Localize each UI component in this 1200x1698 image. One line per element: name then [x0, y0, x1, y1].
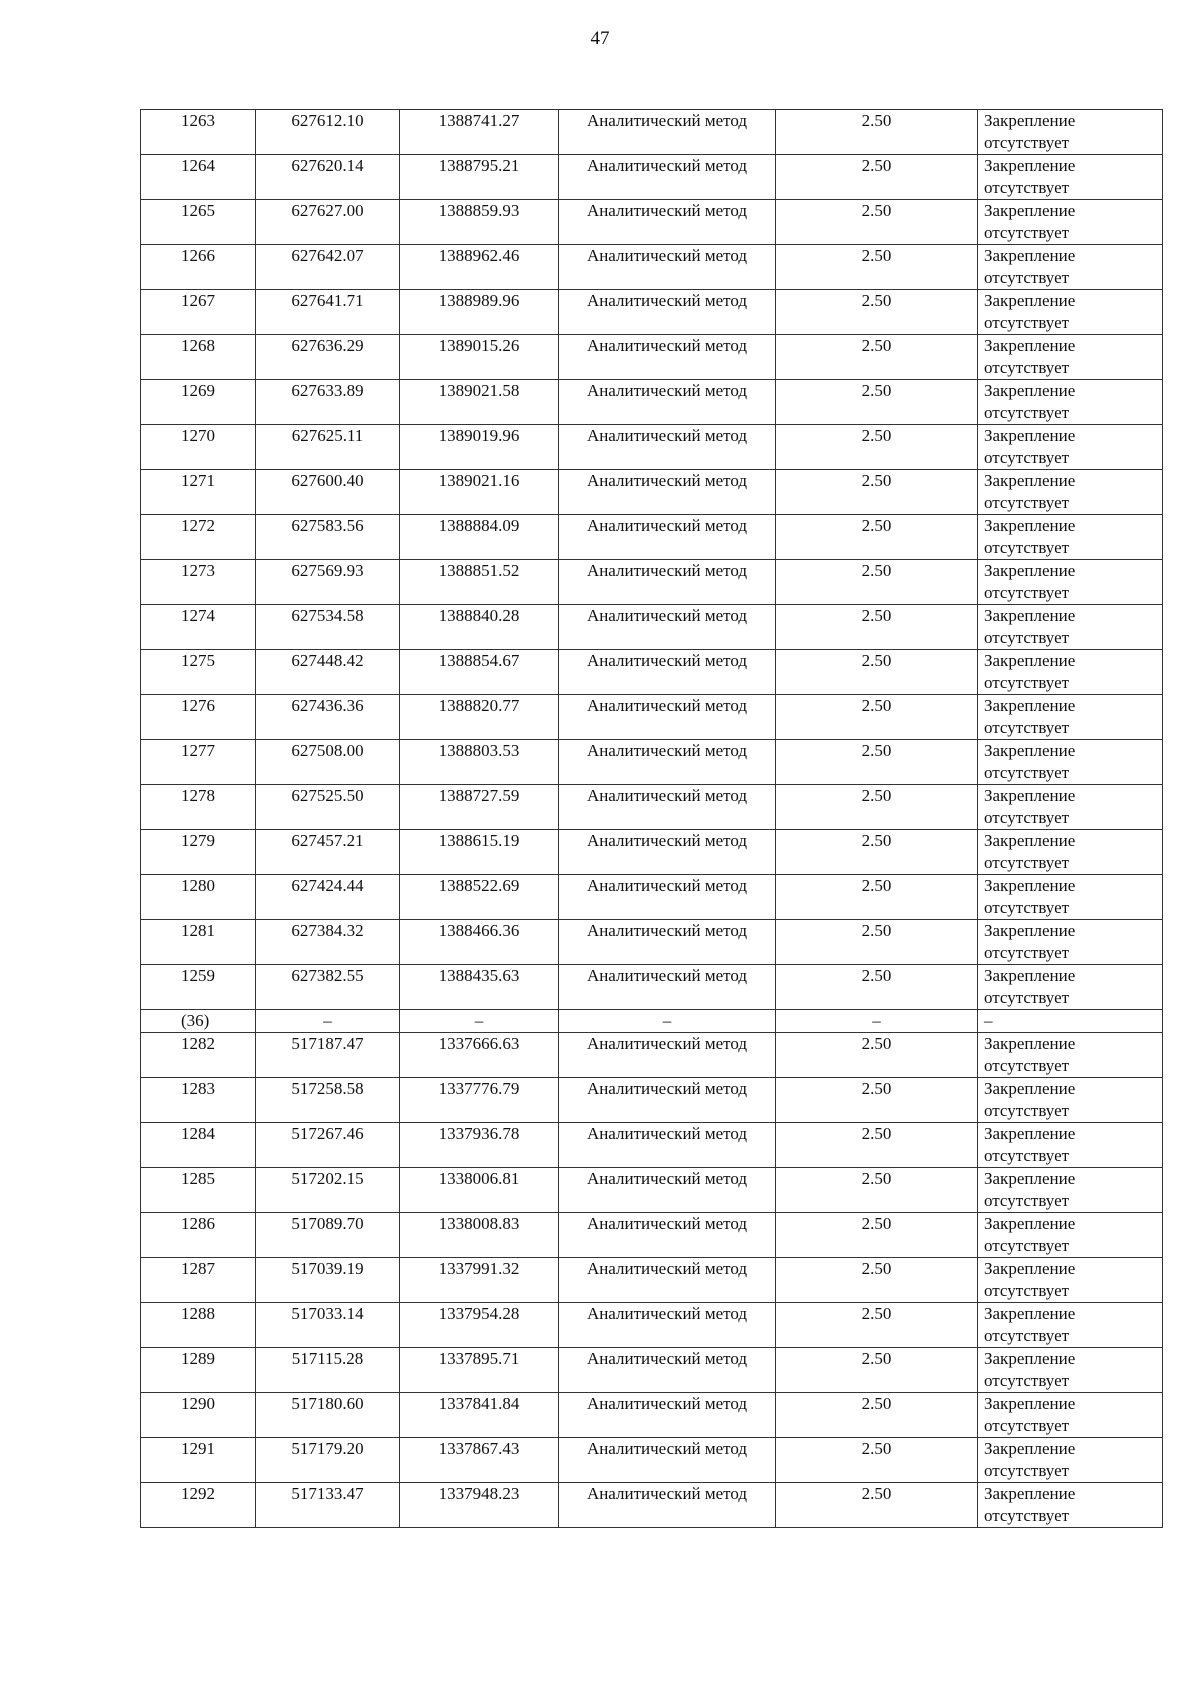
x-coordinate-cell: 627641.71: [256, 290, 400, 335]
error-cell: 2.50: [776, 470, 978, 515]
y-coordinate-cell: 1388727.59: [400, 785, 559, 830]
fixation-cell: Закрепление отсутствует: [978, 245, 1163, 290]
fixation-cell: Закрепление отсутствует: [978, 695, 1163, 740]
table-row: [141, 695, 1163, 740]
x-coordinate-cell: 517267.46: [256, 1123, 400, 1168]
point-number-cell: 1265: [141, 200, 256, 245]
error-cell: 2.50: [776, 785, 978, 830]
y-coordinate-cell: 1388820.77: [400, 695, 559, 740]
fixation-cell: Закрепление отсутствует: [978, 740, 1163, 785]
x-coordinate-cell: 627633.89: [256, 380, 400, 425]
error-cell: –: [776, 1010, 978, 1033]
point-number-cell: 1270: [141, 425, 256, 470]
table-row: [141, 1483, 1163, 1528]
method-cell: Аналитический метод: [559, 830, 776, 875]
fixation-cell: Закрепление отсутствует: [978, 920, 1163, 965]
x-coordinate-cell: 627424.44: [256, 875, 400, 920]
fixation-cell: Закрепление отсутствует: [978, 110, 1163, 155]
point-number-cell: 1273: [141, 560, 256, 605]
point-number-cell: 1264: [141, 155, 256, 200]
y-coordinate-cell: 1337841.84: [400, 1393, 559, 1438]
method-cell: Аналитический метод: [559, 245, 776, 290]
point-number-cell: 1283: [141, 1078, 256, 1123]
point-number-cell: 1277: [141, 740, 256, 785]
y-coordinate-cell: 1337895.71: [400, 1348, 559, 1393]
table-row: [141, 1078, 1163, 1123]
table-body: [141, 110, 1163, 1528]
error-cell: 2.50: [776, 380, 978, 425]
y-coordinate-cell: 1388466.36: [400, 920, 559, 965]
point-number-cell: 1263: [141, 110, 256, 155]
point-number-cell: 1287: [141, 1258, 256, 1303]
y-coordinate-cell: 1388795.21: [400, 155, 559, 200]
method-cell: Аналитический метод: [559, 650, 776, 695]
y-coordinate-cell: 1338008.83: [400, 1213, 559, 1258]
error-cell: 2.50: [776, 1393, 978, 1438]
table-row: [141, 1123, 1163, 1168]
error-cell: 2.50: [776, 245, 978, 290]
y-coordinate-cell: 1337991.32: [400, 1258, 559, 1303]
table-row: [141, 1303, 1163, 1348]
x-coordinate-cell: 517039.19: [256, 1258, 400, 1303]
method-cell: Аналитический метод: [559, 875, 776, 920]
point-number-cell: 1271: [141, 470, 256, 515]
table-row: [141, 560, 1163, 605]
error-cell: 2.50: [776, 200, 978, 245]
y-coordinate-cell: 1337776.79: [400, 1078, 559, 1123]
error-cell: 2.50: [776, 605, 978, 650]
table-row: [141, 1393, 1163, 1438]
x-coordinate-cell: 627508.00: [256, 740, 400, 785]
y-coordinate-cell: 1388435.63: [400, 965, 559, 1010]
error-cell: 2.50: [776, 335, 978, 380]
y-coordinate-cell: 1389019.96: [400, 425, 559, 470]
method-cell: Аналитический метод: [559, 110, 776, 155]
table-row: [141, 830, 1163, 875]
x-coordinate-cell: 627436.36: [256, 695, 400, 740]
fixation-cell: Закрепление отсутствует: [978, 875, 1163, 920]
error-cell: 2.50: [776, 740, 978, 785]
x-coordinate-cell: 517089.70: [256, 1213, 400, 1258]
y-coordinate-cell: 1389015.26: [400, 335, 559, 380]
point-number-cell: 1267: [141, 290, 256, 335]
table-row: [141, 965, 1163, 1010]
fixation-cell: Закрепление отсутствует: [978, 785, 1163, 830]
table-row: [141, 1213, 1163, 1258]
method-cell: Аналитический метод: [559, 200, 776, 245]
y-coordinate-cell: 1389021.16: [400, 470, 559, 515]
x-coordinate-cell: 627625.11: [256, 425, 400, 470]
x-coordinate-cell: 517033.14: [256, 1303, 400, 1348]
error-cell: 2.50: [776, 920, 978, 965]
x-coordinate-cell: 627534.58: [256, 605, 400, 650]
error-cell: 2.50: [776, 1348, 978, 1393]
table-row: [141, 1348, 1163, 1393]
error-cell: 2.50: [776, 1258, 978, 1303]
x-coordinate-cell: 517258.58: [256, 1078, 400, 1123]
fixation-cell: Закрепление отсутствует: [978, 380, 1163, 425]
point-number-cell: 1288: [141, 1303, 256, 1348]
fixation-cell: Закрепление отсутствует: [978, 1393, 1163, 1438]
x-coordinate-cell: 627569.93: [256, 560, 400, 605]
method-cell: Аналитический метод: [559, 560, 776, 605]
error-cell: 2.50: [776, 1033, 978, 1078]
table-row: [141, 1168, 1163, 1213]
error-cell: 2.50: [776, 425, 978, 470]
table-row: [141, 1033, 1163, 1078]
x-coordinate-cell: –: [256, 1010, 400, 1033]
fixation-cell: Закрепление отсутствует: [978, 965, 1163, 1010]
y-coordinate-cell: 1388615.19: [400, 830, 559, 875]
table-row: [141, 290, 1163, 335]
error-cell: 2.50: [776, 1078, 978, 1123]
x-coordinate-cell: 627636.29: [256, 335, 400, 380]
x-coordinate-cell: 517115.28: [256, 1348, 400, 1393]
method-cell: Аналитический метод: [559, 1483, 776, 1528]
method-cell: Аналитический метод: [559, 470, 776, 515]
point-number-cell: 1275: [141, 650, 256, 695]
fixation-cell: Закрепление отсутствует: [978, 1168, 1163, 1213]
y-coordinate-cell: –: [400, 1010, 559, 1033]
table-row: [141, 920, 1163, 965]
x-coordinate-cell: 517180.60: [256, 1393, 400, 1438]
point-number-cell: 1290: [141, 1393, 256, 1438]
y-coordinate-cell: 1388741.27: [400, 110, 559, 155]
method-cell: Аналитический метод: [559, 1348, 776, 1393]
table-row: [141, 1438, 1163, 1483]
method-cell: Аналитический метод: [559, 1168, 776, 1213]
x-coordinate-cell: 627612.10: [256, 110, 400, 155]
x-coordinate-cell: 627583.56: [256, 515, 400, 560]
point-number-cell: 1284: [141, 1123, 256, 1168]
x-coordinate-cell: 517133.47: [256, 1483, 400, 1528]
fixation-cell: Закрепление отсутствует: [978, 560, 1163, 605]
table-row: [141, 110, 1163, 155]
method-cell: Аналитический метод: [559, 1303, 776, 1348]
method-cell: Аналитический метод: [559, 695, 776, 740]
method-cell: Аналитический метод: [559, 1123, 776, 1168]
y-coordinate-cell: 1389021.58: [400, 380, 559, 425]
method-cell: Аналитический метод: [559, 965, 776, 1010]
point-number-cell: 1285: [141, 1168, 256, 1213]
point-number-cell: 1269: [141, 380, 256, 425]
error-cell: 2.50: [776, 515, 978, 560]
fixation-cell: Закрепление отсутствует: [978, 1303, 1163, 1348]
point-number-cell: 1278: [141, 785, 256, 830]
fixation-cell: Закрепление отсутствует: [978, 335, 1163, 380]
x-coordinate-cell: 627600.40: [256, 470, 400, 515]
fixation-cell: Закрепление отсутствует: [978, 1078, 1163, 1123]
method-cell: Аналитический метод: [559, 1078, 776, 1123]
point-number-cell: 1282: [141, 1033, 256, 1078]
table-row: [141, 1010, 1163, 1033]
error-cell: 2.50: [776, 1438, 978, 1483]
point-number-cell: 1281: [141, 920, 256, 965]
y-coordinate-cell: 1388840.28: [400, 605, 559, 650]
error-cell: 2.50: [776, 1483, 978, 1528]
error-cell: 2.50: [776, 875, 978, 920]
table-row: [141, 740, 1163, 785]
error-cell: 2.50: [776, 1123, 978, 1168]
y-coordinate-cell: 1388803.53: [400, 740, 559, 785]
method-cell: Аналитический метод: [559, 1438, 776, 1483]
table-row: [141, 650, 1163, 695]
table-row: [141, 155, 1163, 200]
error-cell: 2.50: [776, 1168, 978, 1213]
point-number-cell: (36): [141, 1010, 256, 1033]
table-row: [141, 200, 1163, 245]
table-row: [141, 785, 1163, 830]
error-cell: 2.50: [776, 560, 978, 605]
y-coordinate-cell: 1337867.43: [400, 1438, 559, 1483]
x-coordinate-cell: 627642.07: [256, 245, 400, 290]
table-row: [141, 875, 1163, 920]
table-row: [141, 425, 1163, 470]
fixation-cell: Закрепление отсутствует: [978, 1033, 1163, 1078]
coordinates-table: [140, 109, 1163, 1528]
fixation-cell: Закрепление отсутствует: [978, 155, 1163, 200]
fixation-cell: Закрепление отсутствует: [978, 425, 1163, 470]
point-number-cell: 1259: [141, 965, 256, 1010]
error-cell: 2.50: [776, 1303, 978, 1348]
method-cell: Аналитический метод: [559, 380, 776, 425]
y-coordinate-cell: 1337948.23: [400, 1483, 559, 1528]
fixation-cell: Закрепление отсутствует: [978, 515, 1163, 560]
table-row: [141, 380, 1163, 425]
y-coordinate-cell: 1388851.52: [400, 560, 559, 605]
fixation-cell: Закрепление отсутствует: [978, 1213, 1163, 1258]
point-number-cell: 1276: [141, 695, 256, 740]
fixation-cell: Закрепление отсутствует: [978, 830, 1163, 875]
y-coordinate-cell: 1388884.09: [400, 515, 559, 560]
error-cell: 2.50: [776, 110, 978, 155]
x-coordinate-cell: 627627.00: [256, 200, 400, 245]
y-coordinate-cell: 1337666.63: [400, 1033, 559, 1078]
table-row: [141, 335, 1163, 380]
fixation-cell: Закрепление отсутствует: [978, 290, 1163, 335]
table-row: [141, 245, 1163, 290]
point-number-cell: 1280: [141, 875, 256, 920]
y-coordinate-cell: 1388989.96: [400, 290, 559, 335]
table-row: [141, 1258, 1163, 1303]
fixation-cell: Закрепление отсутствует: [978, 1438, 1163, 1483]
fixation-cell: Закрепление отсутствует: [978, 1348, 1163, 1393]
table-row: [141, 605, 1163, 650]
y-coordinate-cell: 1337936.78: [400, 1123, 559, 1168]
point-number-cell: 1292: [141, 1483, 256, 1528]
method-cell: Аналитический метод: [559, 335, 776, 380]
x-coordinate-cell: 627382.55: [256, 965, 400, 1010]
method-cell: Аналитический метод: [559, 1393, 776, 1438]
error-cell: 2.50: [776, 965, 978, 1010]
method-cell: Аналитический метод: [559, 1258, 776, 1303]
y-coordinate-cell: 1388522.69: [400, 875, 559, 920]
fixation-cell: Закрепление отсутствует: [978, 650, 1163, 695]
point-number-cell: 1266: [141, 245, 256, 290]
point-number-cell: 1279: [141, 830, 256, 875]
fixation-cell: Закрепление отсутствует: [978, 470, 1163, 515]
method-cell: Аналитический метод: [559, 605, 776, 650]
method-cell: Аналитический метод: [559, 425, 776, 470]
method-cell: –: [559, 1010, 776, 1033]
point-number-cell: 1272: [141, 515, 256, 560]
method-cell: Аналитический метод: [559, 785, 776, 830]
x-coordinate-cell: 627448.42: [256, 650, 400, 695]
fixation-cell: Закрепление отсутствует: [978, 1483, 1163, 1528]
y-coordinate-cell: 1338006.81: [400, 1168, 559, 1213]
x-coordinate-cell: 627525.50: [256, 785, 400, 830]
x-coordinate-cell: 517202.15: [256, 1168, 400, 1213]
error-cell: 2.50: [776, 1213, 978, 1258]
fixation-cell: –: [978, 1010, 1163, 1033]
point-number-cell: 1289: [141, 1348, 256, 1393]
x-coordinate-cell: 627620.14: [256, 155, 400, 200]
fixation-cell: Закрепление отсутствует: [978, 1258, 1163, 1303]
x-coordinate-cell: 627457.21: [256, 830, 400, 875]
x-coordinate-cell: 517187.47: [256, 1033, 400, 1078]
x-coordinate-cell: 627384.32: [256, 920, 400, 965]
point-number-cell: 1274: [141, 605, 256, 650]
fixation-cell: Закрепление отсутствует: [978, 1123, 1163, 1168]
fixation-cell: Закрепление отсутствует: [978, 605, 1163, 650]
y-coordinate-cell: 1337954.28: [400, 1303, 559, 1348]
y-coordinate-cell: 1388962.46: [400, 245, 559, 290]
error-cell: 2.50: [776, 695, 978, 740]
method-cell: Аналитический метод: [559, 155, 776, 200]
x-coordinate-cell: 517179.20: [256, 1438, 400, 1483]
method-cell: Аналитический метод: [559, 1213, 776, 1258]
error-cell: 2.50: [776, 290, 978, 335]
method-cell: Аналитический метод: [559, 1033, 776, 1078]
point-number-cell: 1268: [141, 335, 256, 380]
error-cell: 2.50: [776, 155, 978, 200]
method-cell: Аналитический метод: [559, 290, 776, 335]
table-row: [141, 470, 1163, 515]
error-cell: 2.50: [776, 650, 978, 695]
table-row: [141, 515, 1163, 560]
y-coordinate-cell: 1388859.93: [400, 200, 559, 245]
point-number-cell: 1286: [141, 1213, 256, 1258]
method-cell: Аналитический метод: [559, 515, 776, 560]
method-cell: Аналитический метод: [559, 740, 776, 785]
page-number: 47: [590, 28, 610, 49]
fixation-cell: Закрепление отсутствует: [978, 200, 1163, 245]
y-coordinate-cell: 1388854.67: [400, 650, 559, 695]
method-cell: Аналитический метод: [559, 920, 776, 965]
point-number-cell: 1291: [141, 1438, 256, 1483]
error-cell: 2.50: [776, 830, 978, 875]
